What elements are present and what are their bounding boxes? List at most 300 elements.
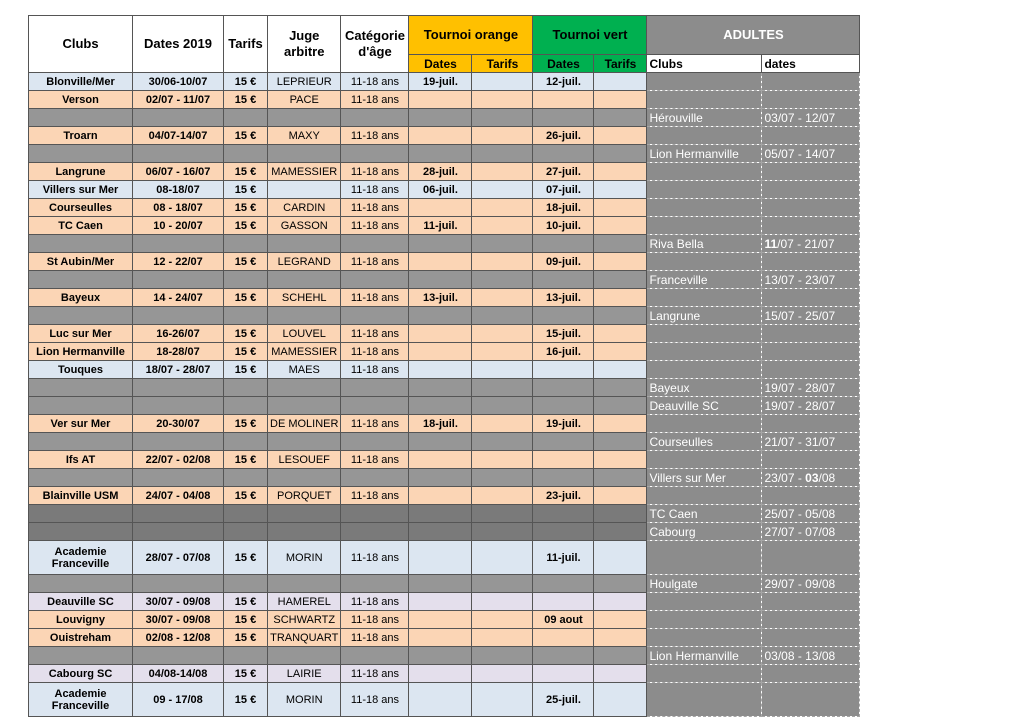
tarif-cell	[224, 145, 268, 163]
table-row	[29, 611, 860, 629]
adult-dates-cell: 21/07 - 31/07	[762, 433, 860, 451]
vert-dates-cell: 10-juil.	[533, 217, 594, 235]
tarif-cell: 15 €	[224, 593, 268, 611]
dates-cell: 02/07 - 11/07	[133, 91, 224, 109]
adult-club-cell	[647, 611, 762, 629]
tarif-cell: 15 €	[224, 289, 268, 307]
adult-dates-cell: 25/07 - 05/08	[762, 505, 860, 523]
club-cell	[29, 505, 133, 523]
dates-cell: 02/08 - 12/08	[133, 629, 224, 647]
tarif-cell	[224, 379, 268, 397]
vert-dates-cell	[533, 91, 594, 109]
orange-dates-cell: 11-juil.	[409, 217, 472, 235]
table-row	[29, 541, 860, 575]
club-cell: Cabourg SC	[29, 665, 133, 683]
adult-dates-cell	[762, 73, 860, 91]
adult-dates-cell	[762, 665, 860, 683]
adult-club-cell	[647, 487, 762, 505]
orange-tarifs-cell	[472, 289, 533, 307]
vert-dates-cell	[533, 593, 594, 611]
orange-dates-cell	[409, 397, 472, 415]
vert-dates-cell: 16-juil.	[533, 343, 594, 361]
juge-cell	[268, 647, 341, 665]
juge-cell: MORIN	[268, 683, 341, 717]
adult-club-cell	[647, 127, 762, 145]
dates-cell: 08 - 18/07	[133, 199, 224, 217]
vert-tarifs-cell	[594, 469, 647, 487]
orange-tarifs-cell	[472, 611, 533, 629]
vert-tarifs-cell	[594, 397, 647, 415]
juge-cell: LAIRIE	[268, 665, 341, 683]
vert-tarifs-cell	[594, 73, 647, 91]
categorie-cell	[341, 397, 409, 415]
categorie-cell: 11-18 ans	[341, 253, 409, 271]
vert-tarifs-cell	[594, 611, 647, 629]
juge-cell: LESOUEF	[268, 451, 341, 469]
table-row	[29, 91, 860, 109]
club-cell: Courseulles	[29, 199, 133, 217]
vert-dates-cell	[533, 523, 594, 541]
dates-cell: 12 - 22/07	[133, 253, 224, 271]
table-row	[29, 127, 860, 145]
orange-tarifs-cell	[472, 523, 533, 541]
adult-club-cell	[647, 181, 762, 199]
vert-tarifs-cell	[594, 307, 647, 325]
juge-cell: PORQUET	[268, 487, 341, 505]
adult-dates-cell	[762, 451, 860, 469]
vert-tarifs-cell	[594, 325, 647, 343]
orange-dates-cell	[409, 629, 472, 647]
table-row	[29, 163, 860, 181]
club-cell: Blainville USM	[29, 487, 133, 505]
adult-club-cell	[647, 343, 762, 361]
juge-cell	[268, 181, 341, 199]
vert-tarifs-cell	[594, 379, 647, 397]
adult-dates-cell	[762, 593, 860, 611]
tarif-cell: 15 €	[224, 91, 268, 109]
tarif-cell: 15 €	[224, 181, 268, 199]
juge-cell: CARDIN	[268, 199, 341, 217]
table-row	[29, 307, 860, 325]
juge-cell	[268, 271, 341, 289]
subheader-vert-tarifs: Tarifs	[594, 55, 647, 73]
vert-tarifs-cell	[594, 593, 647, 611]
categorie-cell	[341, 109, 409, 127]
orange-dates-cell	[409, 611, 472, 629]
adult-dates-cell	[762, 127, 860, 145]
club-cell: Academie Franceville	[29, 541, 133, 575]
tournament-spreadsheet	[28, 15, 860, 717]
orange-tarifs-cell	[472, 127, 533, 145]
adult-club-cell	[647, 451, 762, 469]
vert-dates-cell	[533, 433, 594, 451]
orange-dates-cell	[409, 343, 472, 361]
dates-cell	[133, 647, 224, 665]
orange-dates-cell: 19-juil.	[409, 73, 472, 91]
categorie-cell	[341, 505, 409, 523]
orange-dates-cell	[409, 127, 472, 145]
tarif-cell: 15 €	[224, 73, 268, 91]
adult-club-cell: TC Caen	[647, 505, 762, 523]
vert-dates-cell: 27-juil.	[533, 163, 594, 181]
tarif-cell: 15 €	[224, 253, 268, 271]
categorie-cell: 11-18 ans	[341, 343, 409, 361]
adult-dates-cell	[762, 199, 860, 217]
club-cell	[29, 109, 133, 127]
club-cell	[29, 523, 133, 541]
categorie-cell: 11-18 ans	[341, 91, 409, 109]
categorie-cell	[341, 145, 409, 163]
juge-cell: MAES	[268, 361, 341, 379]
adult-dates-cell	[762, 683, 860, 717]
adult-dates-cell	[762, 487, 860, 505]
club-cell	[29, 379, 133, 397]
tarif-cell: 15 €	[224, 665, 268, 683]
orange-dates-cell	[409, 575, 472, 593]
tarif-cell	[224, 575, 268, 593]
juge-cell: TRANQUART	[268, 629, 341, 647]
vert-dates-cell: 12-juil.	[533, 73, 594, 91]
vert-tarifs-cell	[594, 433, 647, 451]
juge-cell	[268, 397, 341, 415]
vert-tarifs-cell	[594, 415, 647, 433]
header-adultes: ADULTES	[647, 16, 860, 55]
vert-dates-cell: 07-juil.	[533, 181, 594, 199]
categorie-cell	[341, 433, 409, 451]
juge-cell	[268, 505, 341, 523]
juge-cell	[268, 307, 341, 325]
orange-dates-cell	[409, 433, 472, 451]
table-row	[29, 235, 860, 253]
tarif-cell	[224, 397, 268, 415]
orange-dates-cell	[409, 271, 472, 289]
orange-tarifs-cell	[472, 217, 533, 235]
club-cell: Langrune	[29, 163, 133, 181]
adult-dates-cell	[762, 469, 860, 487]
club-cell: Touques	[29, 361, 133, 379]
orange-tarifs-cell	[472, 271, 533, 289]
categorie-cell	[341, 235, 409, 253]
orange-tarifs-cell	[472, 415, 533, 433]
vert-tarifs-cell	[594, 235, 647, 253]
juge-cell: MAMESSIER	[268, 343, 341, 361]
tarif-cell: 15 €	[224, 325, 268, 343]
orange-dates-cell	[409, 253, 472, 271]
adult-club-cell	[647, 73, 762, 91]
vert-dates-cell: 25-juil.	[533, 683, 594, 717]
table-row	[29, 523, 860, 541]
table-row	[29, 181, 860, 199]
club-cell	[29, 397, 133, 415]
orange-tarifs-cell	[472, 163, 533, 181]
juge-cell: GASSON	[268, 217, 341, 235]
vert-tarifs-cell	[594, 217, 647, 235]
adult-club-cell	[647, 629, 762, 647]
adult-club-cell	[647, 415, 762, 433]
vert-tarifs-cell	[594, 289, 647, 307]
adult-club-cell: Hérouville	[647, 109, 762, 127]
dates-cell	[133, 433, 224, 451]
club-cell: Louvigny	[29, 611, 133, 629]
vert-tarifs-cell	[594, 163, 647, 181]
vert-dates-cell: 13-juil.	[533, 289, 594, 307]
table-row	[29, 433, 860, 451]
adult-dates-cell	[762, 361, 860, 379]
club-cell: Ver sur Mer	[29, 415, 133, 433]
adult-date-end: /08	[818, 470, 836, 485]
orange-tarifs-cell	[472, 647, 533, 665]
adult-club-cell	[647, 253, 762, 271]
adult-club-cell: Riva Bella	[647, 235, 762, 253]
categorie-cell: 11-18 ans	[341, 361, 409, 379]
dates-cell: 20-30/07	[133, 415, 224, 433]
orange-tarifs-cell	[472, 73, 533, 91]
adult-club-cell: Lion Hermanville	[647, 145, 762, 163]
juge-cell	[268, 109, 341, 127]
adult-dates-cell: 03/07 - 12/07	[762, 109, 860, 127]
dates-cell	[133, 575, 224, 593]
club-cell	[29, 307, 133, 325]
adult-club-cell	[647, 541, 762, 575]
club-cell: Verson	[29, 91, 133, 109]
club-cell: Villers sur Mer	[29, 181, 133, 199]
dates-cell: 22/07 - 02/08	[133, 451, 224, 469]
orange-tarifs-cell	[472, 145, 533, 163]
juge-cell	[268, 379, 341, 397]
juge-cell: LEGRAND	[268, 253, 341, 271]
orange-tarifs-cell	[472, 91, 533, 109]
adult-club-cell	[647, 593, 762, 611]
categorie-cell: 11-18 ans	[341, 289, 409, 307]
orange-tarifs-cell	[472, 343, 533, 361]
header-juge: Juge arbitre	[268, 16, 341, 73]
orange-dates-cell: 13-juil.	[409, 289, 472, 307]
categorie-cell	[341, 271, 409, 289]
club-cell: St Aubin/Mer	[29, 253, 133, 271]
adult-dates-cell: 15/07 - 25/07	[762, 307, 860, 325]
vert-tarifs-cell	[594, 181, 647, 199]
vert-tarifs-cell	[594, 199, 647, 217]
orange-tarifs-cell	[472, 575, 533, 593]
adult-club-cell	[647, 325, 762, 343]
tarif-cell: 15 €	[224, 361, 268, 379]
table-row	[29, 505, 860, 523]
dates-cell: 08-18/07	[133, 181, 224, 199]
dates-cell	[133, 109, 224, 127]
orange-dates-cell	[409, 307, 472, 325]
categorie-cell: 11-18 ans	[341, 451, 409, 469]
adult-dates-cell: 03/08 - 13/08	[762, 647, 860, 665]
orange-tarifs-cell	[472, 325, 533, 343]
vert-dates-cell	[533, 379, 594, 397]
categorie-cell: 11-18 ans	[341, 593, 409, 611]
subheader-vert-dates: Dates	[533, 55, 594, 73]
adult-date-bold: 03	[805, 470, 819, 485]
table-row	[29, 289, 860, 307]
dates-cell: 16-26/07	[133, 325, 224, 343]
adult-date-start: 23/07 -	[764, 470, 806, 485]
table-row	[29, 199, 860, 217]
table-row	[29, 665, 860, 683]
vert-dates-cell: 09 aout	[533, 611, 594, 629]
tarif-cell: 15 €	[224, 343, 268, 361]
vert-dates-cell: 09-juil.	[533, 253, 594, 271]
adult-dates-cell: 29/07 - 09/08	[762, 575, 860, 593]
vert-dates-cell: 11-juil.	[533, 541, 594, 575]
orange-dates-cell	[409, 505, 472, 523]
juge-cell	[268, 235, 341, 253]
orange-dates-cell	[409, 379, 472, 397]
categorie-cell: 11-18 ans	[341, 163, 409, 181]
vert-dates-cell	[533, 505, 594, 523]
dates-cell	[133, 235, 224, 253]
categorie-cell: 11-18 ans	[341, 181, 409, 199]
vert-dates-cell	[533, 271, 594, 289]
adult-club-cell	[647, 199, 762, 217]
adult-dates-cell	[762, 541, 860, 575]
juge-cell: SCHEHL	[268, 289, 341, 307]
adult-dates-cell	[762, 91, 860, 109]
club-cell: Academie Franceville	[29, 683, 133, 717]
orange-dates-cell	[409, 109, 472, 127]
vert-dates-cell: 19-juil.	[533, 415, 594, 433]
vert-dates-cell	[533, 451, 594, 469]
adult-dates-cell	[762, 611, 860, 629]
orange-dates-cell	[409, 647, 472, 665]
orange-dates-cell	[409, 91, 472, 109]
orange-tarifs-cell	[472, 379, 533, 397]
club-cell	[29, 647, 133, 665]
table-row	[29, 217, 860, 235]
club-cell: TC Caen	[29, 217, 133, 235]
dates-cell: 28/07 - 07/08	[133, 541, 224, 575]
club-cell: Luc sur Mer	[29, 325, 133, 343]
club-cell	[29, 145, 133, 163]
juge-cell: PACE	[268, 91, 341, 109]
orange-tarifs-cell	[472, 199, 533, 217]
vert-dates-cell	[533, 109, 594, 127]
vert-tarifs-cell	[594, 451, 647, 469]
vert-dates-cell	[533, 575, 594, 593]
orange-tarifs-cell	[472, 487, 533, 505]
tarif-cell: 15 €	[224, 163, 268, 181]
categorie-cell	[341, 379, 409, 397]
orange-tarifs-cell	[472, 541, 533, 575]
vert-tarifs-cell	[594, 127, 647, 145]
vert-dates-cell	[533, 397, 594, 415]
vert-tarifs-cell	[594, 665, 647, 683]
table-row	[29, 415, 860, 433]
tarif-cell	[224, 647, 268, 665]
adult-club-cell: Courseulles	[647, 433, 762, 451]
orange-tarifs-cell	[472, 665, 533, 683]
adult-club-cell: Bayeux	[647, 379, 762, 397]
adult-date-bold: 11	[764, 236, 778, 251]
orange-dates-cell	[409, 451, 472, 469]
vert-tarifs-cell	[594, 253, 647, 271]
adult-club-cell: Cabourg	[647, 523, 762, 541]
header-row	[29, 16, 860, 55]
adult-dates-cell	[762, 289, 860, 307]
table-row	[29, 487, 860, 505]
table-row	[29, 451, 860, 469]
orange-tarifs-cell	[472, 397, 533, 415]
subheader-adult-clubs: Clubs	[647, 55, 762, 73]
adult-club-cell: Lion Hermanville	[647, 647, 762, 665]
vert-tarifs-cell	[594, 361, 647, 379]
dates-cell: 10 - 20/07	[133, 217, 224, 235]
adult-club-cell	[647, 217, 762, 235]
dates-cell: 14 - 24/07	[133, 289, 224, 307]
categorie-cell: 11-18 ans	[341, 683, 409, 717]
juge-cell: LEPRIEUR	[268, 73, 341, 91]
adult-dates-cell	[762, 217, 860, 235]
dates-cell: 04/07-14/07	[133, 127, 224, 145]
categorie-cell: 11-18 ans	[341, 629, 409, 647]
header-categorie: Catégorie d'âge	[341, 16, 409, 73]
juge-cell: MAXY	[268, 127, 341, 145]
adult-dates-cell	[762, 415, 860, 433]
orange-tarifs-cell	[472, 451, 533, 469]
adult-club-cell	[647, 665, 762, 683]
adult-dates-cell	[762, 629, 860, 647]
categorie-cell: 11-18 ans	[341, 325, 409, 343]
header-tarifs: Tarifs	[224, 16, 268, 73]
orange-dates-cell	[409, 199, 472, 217]
orange-dates-cell	[409, 325, 472, 343]
orange-tarifs-cell	[472, 469, 533, 487]
vert-dates-cell	[533, 145, 594, 163]
table-row	[29, 683, 860, 717]
orange-tarifs-cell	[472, 433, 533, 451]
adult-club-cell	[647, 683, 762, 717]
adult-club-cell	[647, 361, 762, 379]
vert-dates-cell	[533, 665, 594, 683]
orange-dates-cell	[409, 361, 472, 379]
adult-club-cell: Houlgate	[647, 575, 762, 593]
tarif-cell: 15 €	[224, 127, 268, 145]
adult-dates-cell: 05/07 - 14/07	[762, 145, 860, 163]
vert-dates-cell	[533, 469, 594, 487]
juge-cell	[268, 523, 341, 541]
tarif-cell: 15 €	[224, 217, 268, 235]
orange-tarifs-cell	[472, 307, 533, 325]
vert-tarifs-cell	[594, 91, 647, 109]
vert-tarifs-cell	[594, 109, 647, 127]
juge-cell	[268, 469, 341, 487]
dates-cell	[133, 271, 224, 289]
vert-tarifs-cell	[594, 575, 647, 593]
tarif-cell: 15 €	[224, 415, 268, 433]
adult-dates-cell	[762, 181, 860, 199]
vert-tarifs-cell	[594, 647, 647, 665]
categorie-cell: 11-18 ans	[341, 487, 409, 505]
tarif-cell: 15 €	[224, 541, 268, 575]
orange-dates-cell	[409, 683, 472, 717]
adult-club-cell: Deauville SC	[647, 397, 762, 415]
adult-club-cell	[647, 289, 762, 307]
vert-dates-cell: 23-juil.	[533, 487, 594, 505]
dates-cell	[133, 505, 224, 523]
categorie-cell: 11-18 ans	[341, 217, 409, 235]
vert-dates-cell: 18-juil.	[533, 199, 594, 217]
vert-tarifs-cell	[594, 145, 647, 163]
dates-cell	[133, 145, 224, 163]
orange-dates-cell: 06-juil.	[409, 181, 472, 199]
dates-cell: 30/07 - 09/08	[133, 593, 224, 611]
club-cell: Ouistreham	[29, 629, 133, 647]
adult-club-cell: Langrune	[647, 307, 762, 325]
